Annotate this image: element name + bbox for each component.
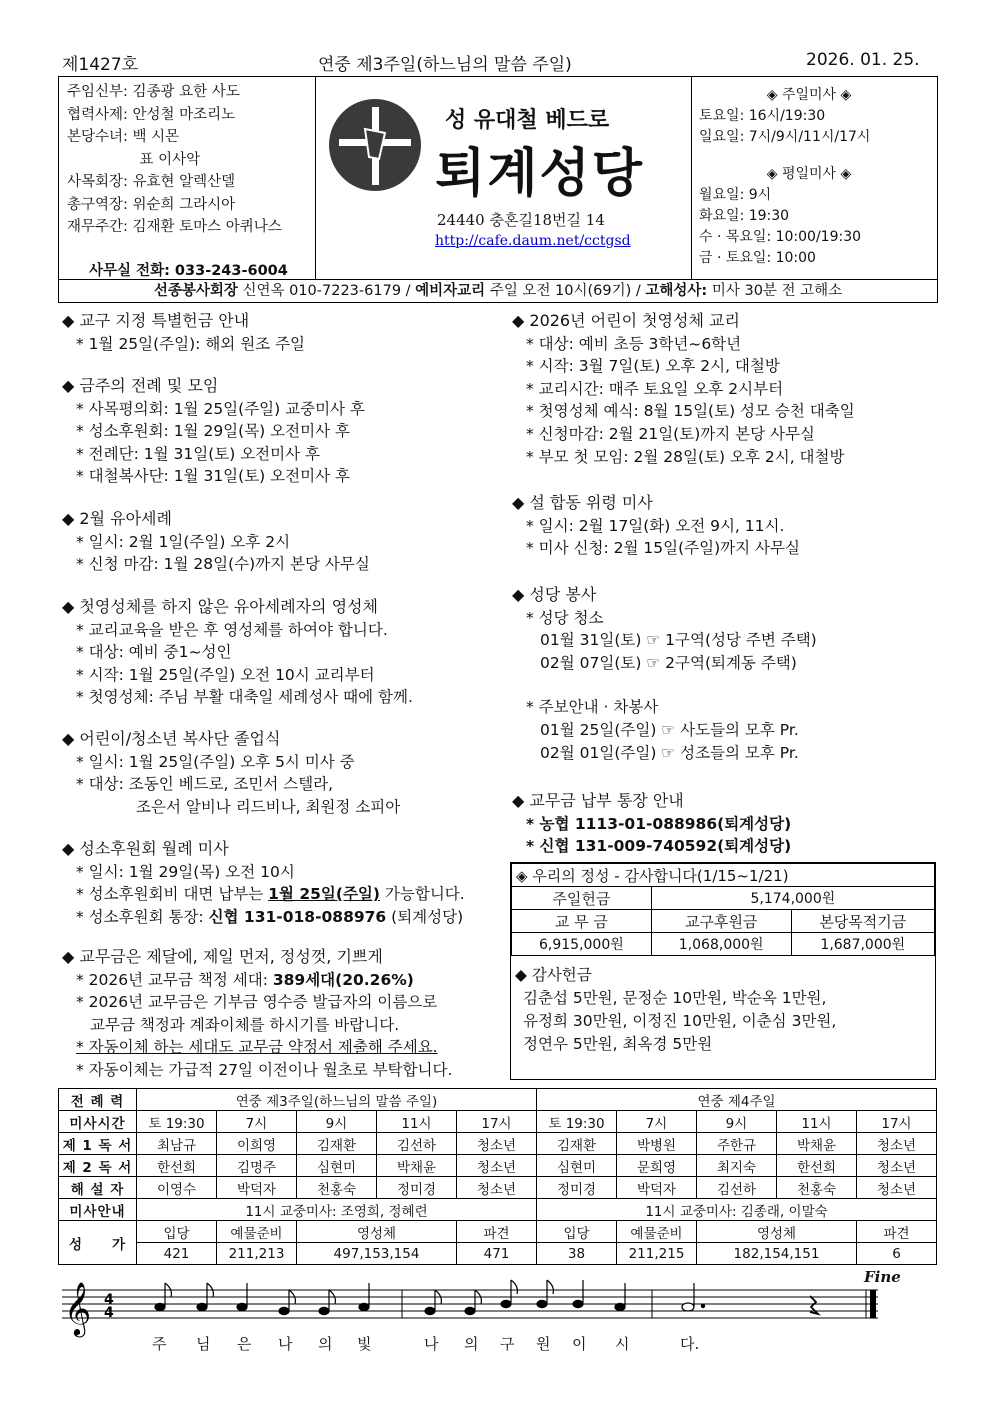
church-title-block — [317, 77, 689, 279]
reader1-cell: 김재환 — [537, 1133, 617, 1155]
section-item: * 신협 131-009-740592(퇴계성당) — [526, 837, 792, 856]
cleaning-item: 02월 07일(토) ☞ 2구역(퇴계동 주택) — [540, 653, 797, 672]
strip-value: 주일 오전 10시(69기) / — [489, 283, 641, 299]
reader2-cell: 박채윤 — [377, 1155, 457, 1177]
mass-time-cell: 11시 — [777, 1111, 857, 1133]
reader2-cell: 한선희 — [777, 1155, 857, 1177]
staff-line: 재무주간: 김재환 토마스 아퀴나스 — [67, 219, 282, 235]
staff-line: 협력사제: 안성철 마조리노 — [67, 106, 236, 123]
weekday-mass-title: ◈ 평일미사 ◈ — [766, 166, 852, 182]
church-logo-icon — [329, 99, 421, 191]
hymn-number-cell: 471 — [457, 1243, 537, 1265]
section-heading: ◆ 교무금은 제달에, 제일 먼저, 정성껏, 기쁘게 — [62, 947, 383, 966]
section-heading: ◆ 첫영성체를 하지 않은 유아세례자의 영성체 — [62, 597, 378, 616]
mass-info: 11시 교중미사: 조영희, 정혜련 — [137, 1199, 537, 1221]
strip-label: 고해성사: — [645, 283, 708, 299]
staff-line: 총구역장: 위순희 그라시아 — [67, 196, 236, 213]
section-item: * 교리시간: 매주 토요일 오후 2시부터 — [526, 379, 784, 398]
commentator-cell: 박덕자 — [217, 1177, 297, 1199]
reader1-cell: 이희영 — [217, 1133, 297, 1155]
lyric-syllable: 은 — [237, 1335, 252, 1353]
row-label: 미사안내 — [59, 1199, 137, 1221]
hymn-head-cell: 영성체 — [297, 1221, 457, 1243]
mass-info: 11시 교중미사: 김종래, 이말숙 — [537, 1199, 937, 1221]
section-item: * 전례단: 1월 31일(토) 오전미사 후 — [76, 444, 320, 463]
lyric-syllable: 이 — [572, 1335, 587, 1353]
sunday-mass-line: 토요일: 16시/19:30 — [699, 108, 826, 124]
strip-label: 예비자교리 — [415, 283, 486, 299]
offering-value: 5,174,000원 — [651, 887, 934, 910]
section-item: * 성소후원회 통장: 신협 131-018-088976 (퇴계성당) — [76, 907, 464, 926]
treble-clef-icon: 𝄞 — [64, 1281, 92, 1335]
section-item: * 대상: 조동인 베드로, 조민서 스텔라, — [76, 775, 334, 794]
hymn-number-cell: 6 — [857, 1243, 937, 1265]
section-heading: ◆ 감사헌금 — [515, 966, 592, 984]
section-heading: ◆ 교무금 납부 통장 안내 — [512, 791, 684, 810]
cleaning-item: 01월 31일(토) ☞ 1구역(성당 주변 주택) — [540, 631, 817, 650]
section-heading: ◆ 어린이/청소년 복사단 졸업식 — [62, 729, 281, 748]
mass-times — [699, 85, 919, 269]
section-item: * 일시: 2월 1일(주일) 오후 2시 — [76, 532, 291, 551]
guide-item: 01월 25일(주일) ☞ 사도들의 모후 Pr. — [540, 720, 799, 739]
hymn-head-cell: 입당 — [537, 1221, 617, 1243]
section-item: * 2026년 교무금은 기부금 영수증 발급자의 이름으로 — [76, 993, 438, 1012]
offering-label: 교구후원금 — [651, 910, 791, 933]
mass-time-cell: 17시 — [457, 1111, 537, 1133]
commentator-cell: 정미경 — [537, 1177, 617, 1199]
section-heading: ◆ 교구 지정 특별헌금 안내 — [62, 311, 250, 330]
weekday-mass-line: 월요일: 9시 — [699, 187, 772, 203]
staff-line: 본당수녀: 백 시몬 — [67, 129, 180, 145]
weekday-mass-line: 수 · 목요일: 10:00/19:30 — [699, 229, 862, 245]
reader2-cell: 심현미 — [537, 1155, 617, 1177]
mass-time-cell: 토 19:30 — [537, 1111, 617, 1133]
section-item: * 성소후원회비 대면 납부는 1월 25일(주일) 가능합니다. — [76, 885, 465, 904]
offering-label: 교 무 금 — [512, 910, 652, 933]
section-heading: ◆ 성소후원회 월례 미사 — [62, 839, 229, 858]
contact-strip — [59, 281, 937, 301]
section-item: * 일시: 1월 25일(주일) 오후 5시 미사 중 — [76, 752, 355, 771]
commentator-cell: 천홍숙 — [297, 1177, 377, 1199]
commentator-cell: 청소년 — [857, 1177, 937, 1199]
section-item: * 대철복사단: 1월 31일(토) 오전미사 후 — [76, 467, 350, 486]
reader2-cell: 청소년 — [857, 1155, 937, 1177]
section-item: * 첫영성체 예식: 8월 15일(토) 성모 승천 대축일 — [526, 402, 855, 421]
section-item: * 시작: 3월 7일(토) 오후 2시, 대철방 — [526, 357, 780, 376]
section-heading: ◆ 2월 유아세례 — [62, 509, 172, 528]
hymn-head-cell: 영성체 — [697, 1221, 857, 1243]
church-address: 24440 충혼길18번길 14 — [437, 211, 605, 229]
staff-line: 주임신부: 김종광 요한 사도 — [67, 84, 240, 100]
gift-line: 정연우 5만원, 최옥경 5만원 — [523, 1035, 713, 1053]
mass-time-cell: 11시 — [377, 1111, 457, 1133]
offering-value: 6,915,000원 — [512, 933, 652, 956]
reader1-cell: 청소년 — [857, 1133, 937, 1155]
offering-table — [511, 863, 935, 956]
section-item: * 자동이체는 가급적 27일 이전이나 월초로 부탁합니다. — [76, 1060, 453, 1079]
strip-value: 미사 30분 전 고해소 — [711, 283, 843, 299]
lyric-syllable: 나 — [424, 1335, 439, 1353]
hymn-head-cell: 파견 — [857, 1221, 937, 1243]
section-special-offering — [62, 310, 305, 355]
hymn-head-cell: 예물준비 — [217, 1221, 297, 1243]
hymn-number-cell: 38 — [537, 1243, 617, 1265]
lyric-syllable: 시 — [615, 1335, 630, 1353]
commentator-cell: 박덕자 — [617, 1177, 697, 1199]
reader2-cell: 청소년 — [457, 1155, 537, 1177]
gift-line: 김춘섭 5만원, 문정순 10만원, 박순옥 1만원, — [523, 989, 827, 1007]
office-phone: 사무실 전화: 033-243-6004 — [89, 263, 288, 279]
mass-time-cell: 7시 — [217, 1111, 297, 1133]
mass-time-cell: 9시 — [697, 1111, 777, 1133]
church-url-link[interactable]: http://cafe.daum.net/cctgsd — [435, 233, 631, 249]
mass-time-cell: 토 19:30 — [137, 1111, 217, 1133]
section-item: * 성소후원회: 1월 29일(목) 오전미사 후 — [76, 422, 350, 441]
section-item: * 농협 1113-01-088986(퇴계성당) — [526, 814, 792, 833]
section-heading: ◆ 성당 봉사 — [512, 585, 597, 604]
row-label: 성 가 — [59, 1221, 137, 1265]
commentator-cell: 김선하 — [697, 1177, 777, 1199]
strip-label: 선종봉사회장 — [153, 283, 238, 299]
hymn-number-cell: 421 — [137, 1243, 217, 1265]
reader2-cell: 김명주 — [217, 1155, 297, 1177]
offering-title: ◈ 우리의 정성 - 감사합니다(1/15~1/21) — [512, 864, 935, 887]
mass-time-cell: 7시 — [617, 1111, 697, 1133]
header-box — [58, 76, 938, 303]
hymn-number-cell: 211,215 — [617, 1243, 697, 1265]
section-vocation-mass — [62, 838, 465, 928]
weekday-mass-line: 화요일: 19:30 — [699, 208, 790, 224]
lyric-syllable: 원 — [536, 1335, 551, 1353]
week-title: 연중 제4주일 — [537, 1089, 937, 1111]
hymn-number-cell: 497,153,154 — [297, 1243, 457, 1265]
row-label: 제 1 독 서 — [59, 1133, 137, 1155]
bulletin-title: 연중 제3주일(하느님의 말씀 주일) — [318, 55, 572, 75]
section-item-cont: 조은서 알비나 리드비나, 최원정 소피아 — [136, 797, 401, 816]
section-lunar-memorial-mass — [512, 492, 800, 560]
lyric-syllable: 구 — [500, 1335, 515, 1353]
section-heading: ◆ 금주의 전례 및 모임 — [62, 376, 219, 395]
offering-label: 본당목적기금 — [791, 910, 934, 933]
section-church-service — [512, 584, 817, 764]
reader1-cell: 박병원 — [617, 1133, 697, 1155]
offering-value: 1,687,000원 — [791, 933, 934, 956]
section-item: * 일시: 2월 17일(화) 오전 9시, 11시. — [526, 516, 785, 535]
section-item-cont: 교무금 책정과 계좌이체를 하시기를 바랍니다. — [90, 1015, 400, 1034]
lyric-syllable: 의 — [318, 1335, 333, 1353]
offering-value: 1,068,000원 — [651, 933, 791, 956]
lyric-syllable: 빛 — [357, 1335, 372, 1353]
section-item: * 1월 25일(주일): 해외 원조 주일 — [76, 334, 306, 353]
hymn-number-cell: 211,213 — [217, 1243, 297, 1265]
gift-line: 유정희 30만원, 이정진 10만원, 이춘심 3만원, — [523, 1012, 837, 1030]
section-item: * 신청 마감: 1월 28일(수)까지 본당 사무실 — [76, 555, 370, 574]
reader1-cell: 주한규 — [697, 1133, 777, 1155]
offering-label: 주일헌금 — [512, 887, 652, 910]
section-first-communion-baptized — [62, 596, 413, 709]
mass-time-cell: 17시 — [857, 1111, 937, 1133]
weekday-mass-line: 금 · 토요일: 10:00 — [699, 250, 816, 266]
sunday-mass-title: ◈ 주일미사 ◈ — [766, 87, 852, 103]
lyric-syllable: 의 — [464, 1335, 479, 1353]
section-infant-baptism — [62, 508, 370, 576]
reader1-cell: 박채윤 — [777, 1133, 857, 1155]
hymn-head-cell: 예물준비 — [617, 1221, 697, 1243]
issue-number: 제1427호 — [62, 55, 139, 75]
section-item: * 사목평의회: 1월 25일(주일) 교중미사 후 — [76, 399, 365, 418]
section-altar-server-graduation — [62, 728, 400, 818]
reader2-cell: 문희영 — [617, 1155, 697, 1177]
mass-time-cell: 9시 — [297, 1111, 377, 1133]
hymn-head-cell: 입당 — [137, 1221, 217, 1243]
reader1-cell: 김선하 — [377, 1133, 457, 1155]
strip-value: 신연옥 010-7223-6179 / — [242, 283, 411, 299]
section-tithe — [62, 946, 452, 1082]
reader1-cell: 최남규 — [137, 1133, 217, 1155]
bulletin-date: 2026. 01. 25. — [806, 50, 920, 70]
liturgy-schedule-table — [58, 1088, 937, 1265]
music-staff — [58, 1268, 938, 1388]
section-item: * 대상: 예비 중1~성인 — [76, 643, 232, 662]
lyric-syllable: 님 — [196, 1335, 211, 1353]
svg-text:4: 4 — [104, 1292, 114, 1308]
row-label: 미사시간 — [59, 1111, 137, 1133]
section-item: * 미사 신청: 2월 15일(주일)까지 사무실 — [526, 539, 800, 558]
reader1-cell: 김재환 — [297, 1133, 377, 1155]
church-name: 퇴계성당 — [435, 144, 644, 204]
offering-box — [510, 862, 936, 1080]
reader2-cell: 최지숙 — [697, 1155, 777, 1177]
reader2-cell: 한선희 — [137, 1155, 217, 1177]
section-heading: ◆ 설 합동 위령 미사 — [512, 493, 653, 512]
guide-item: 02월 01일(주일) ☞ 성조들의 모후 Pr. — [540, 743, 799, 762]
section-heading: ◆ 2026년 어린이 첫영성체 교리 — [512, 311, 740, 330]
commentator-cell: 정미경 — [377, 1177, 457, 1199]
section-item: * 시작: 1월 25일(주일) 오전 10시 교리부터 — [76, 665, 375, 684]
svg-text:4: 4 — [104, 1305, 114, 1321]
section-item: * 일시: 1월 29일(목) 오전 10시 — [76, 862, 295, 881]
lyric-syllable: 다. — [680, 1335, 700, 1353]
staff-list — [67, 81, 282, 239]
section-item: * 첫영성체: 주님 부활 대축일 세례성사 때에 함께. — [76, 688, 413, 707]
lyric-syllable: 나 — [278, 1335, 293, 1353]
fine-marker: Fine — [864, 1268, 901, 1286]
lyric-syllable: 주 — [152, 1335, 167, 1353]
church-subtitle: 성 유대철 베드로 — [445, 108, 610, 133]
commentator-cell: 청소년 — [457, 1177, 537, 1199]
row-label: 해 설 자 — [59, 1177, 137, 1199]
sunday-mass-line: 일요일: 7시/9시/11시/17시 — [699, 129, 871, 145]
section-children-first-communion — [512, 310, 855, 468]
section-item: * 교리교육을 받은 후 영성체를 하여야 합니다. — [76, 620, 388, 639]
section-item: * 대상: 예비 초등 3학년~6학년 — [526, 334, 742, 353]
section-item: * 2026년 교무금 책정 세대: 389세대(20.26%) — [76, 970, 414, 989]
hymn-head-cell: 파견 — [457, 1221, 537, 1243]
reader2-cell: 심현미 — [297, 1155, 377, 1177]
section-item: * 주보안내 · 차봉사 — [526, 698, 659, 717]
section-tithe-account — [512, 790, 791, 858]
staff-line: 사목회장: 유효현 알렉산델 — [67, 174, 236, 190]
section-item: * 자동이체 하는 세대도 교무금 약정서 제출해 주세요. — [76, 1038, 438, 1057]
commentator-cell: 이영수 — [137, 1177, 217, 1199]
reader1-cell: 청소년 — [457, 1133, 537, 1155]
staff-line: 표 이사악 — [67, 151, 201, 168]
hymn-number-cell: 182,154,151 — [697, 1243, 857, 1265]
row-label: 전 례 력 — [59, 1089, 137, 1111]
row-label: 제 2 독 서 — [59, 1155, 137, 1177]
section-item: * 성당 청소 — [526, 608, 604, 627]
section-weekly-meetings — [62, 375, 365, 488]
week-title: 연중 제3주일(하느님의 말씀 주일) — [137, 1089, 537, 1111]
section-item: * 신청마감: 2월 21일(토)까지 본당 사무실 — [526, 424, 815, 443]
gift-section — [511, 956, 935, 1056]
commentator-cell: 천홍숙 — [777, 1177, 857, 1199]
section-item: * 부모 첫 모임: 2월 28일(토) 오후 2시, 대철방 — [526, 447, 845, 466]
